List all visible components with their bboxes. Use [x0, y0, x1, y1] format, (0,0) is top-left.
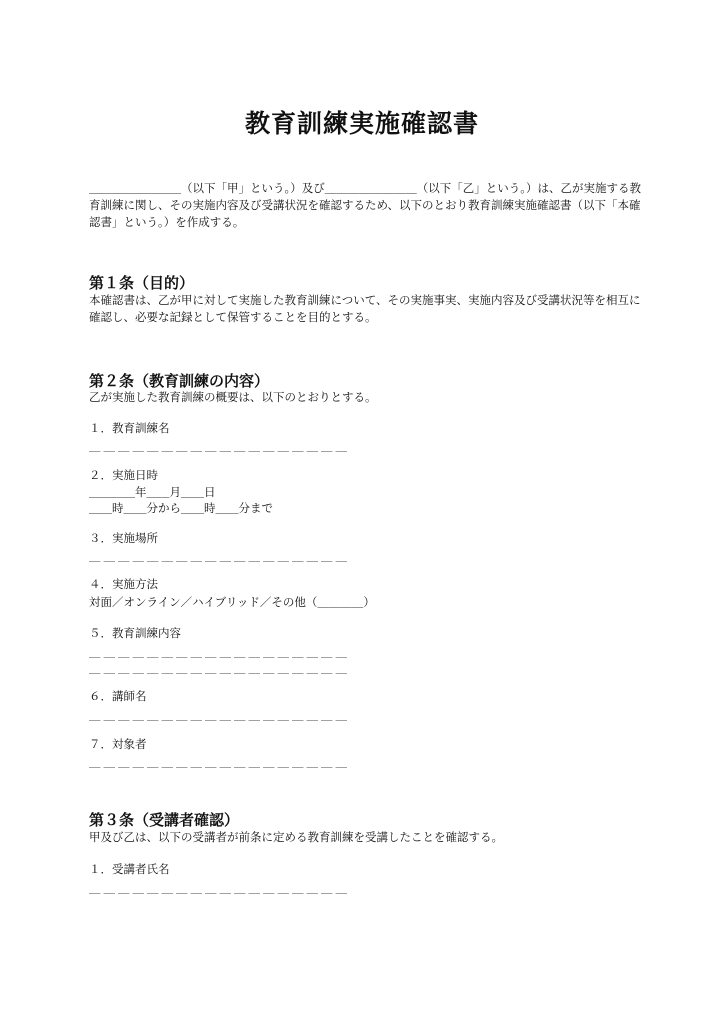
item-training-name-blank: ＿＿＿＿＿＿＿＿＿＿＿＿＿＿＿＿＿＿ [89, 439, 350, 453]
article-2-intro: 乙が実施した教育訓練の概要は、以下のとおりとする。 [89, 390, 377, 404]
item-training-name-label: １．教育訓練名 [89, 421, 170, 435]
item-time-blank: ＿＿時＿＿分から＿＿時＿＿分まで [89, 501, 273, 515]
item-location-blank: ＿＿＿＿＿＿＿＿＿＿＿＿＿＿＿＿＿＿ [89, 549, 350, 563]
item-datetime-label: ２．実施日時 [89, 468, 158, 482]
article-2-heading: 第２条（教育訓練の内容） [89, 372, 270, 390]
preamble-paragraph: ＿＿＿＿＿＿＿＿（以下「甲」という。）及び＿＿＿＿＿＿＿＿（以下「乙」という。）は、乙が実施する教育訓練に関し、その実施内容及び受講状況を確認するため、以下のとおり教育訓練実施確認書（以下「本確認書」という。）を作成する。 [89, 181, 641, 229]
article-1-heading: 第１条（目的） [89, 274, 195, 292]
item-date-blank: ＿＿＿＿年＿＿月＿＿日 [89, 485, 216, 499]
item-location-label: ３．実施場所 [89, 531, 158, 545]
item-content-blank-1: ＿＿＿＿＿＿＿＿＿＿＿＿＿＿＿＿＿＿ [89, 645, 350, 659]
item-instructor-blank: ＿＿＿＿＿＿＿＿＿＿＿＿＿＿＿＿＿＿ [89, 708, 350, 722]
item-content-label: ５．教育訓練内容 [89, 626, 181, 640]
item-trainee-name-blank: ＿＿＿＿＿＿＿＿＿＿＿＿＿＿＿＿＿＿ [89, 881, 350, 895]
item-method-options: 対面／オンライン／ハイブリッド／その他（＿＿＿＿） [89, 595, 375, 609]
item-instructor-label: ６．講師名 [89, 689, 147, 703]
item-target-label: ７．対象者 [89, 737, 147, 751]
item-trainee-name-label: １．受講者氏名 [89, 862, 170, 876]
article-1-text: 本確認書は、乙が甲に対して実施した教育訓練について、その実施事実、実施内容及び受講状況等を相互に確認し、必要な記録として保管することを目的とする。 [89, 293, 641, 324]
document-title: 教育訓練実施確認書 [244, 109, 479, 138]
item-content-blank-2: ＿＿＿＿＿＿＿＿＿＿＿＿＿＿＿＿＿＿ [89, 661, 350, 675]
item-method-label: ４．実施方法 [89, 577, 158, 591]
article-3-heading: 第３条（受講者確認） [89, 811, 240, 829]
article-3-intro: 甲及び乙は、以下の受講者が前条に定める教育訓練を受講したことを確認する。 [89, 830, 503, 844]
item-target-blank: ＿＿＿＿＿＿＿＿＿＿＿＿＿＿＿＿＿＿ [89, 755, 350, 769]
